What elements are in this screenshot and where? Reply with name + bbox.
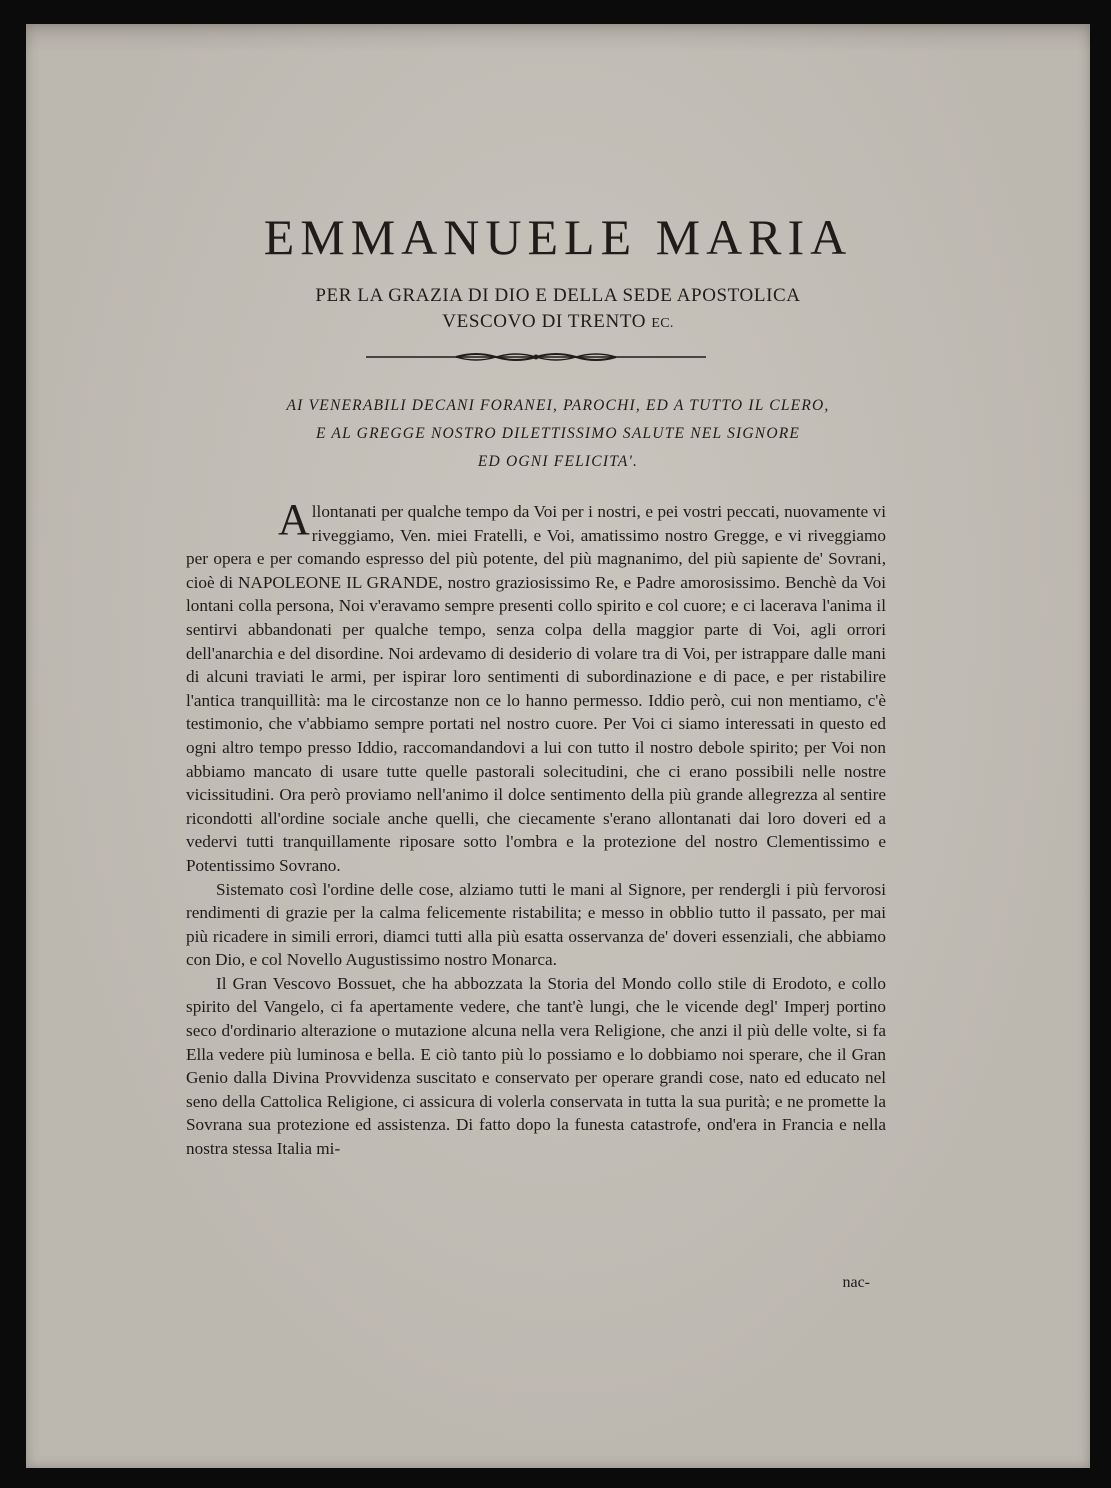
subtitle-abbreviation: EC.: [651, 316, 674, 331]
subtitle-title-text: VESCOVO DI TRENTO: [442, 311, 647, 332]
catchword: nac-: [842, 1274, 870, 1291]
document-title: EMMANUELE MARIA: [263, 209, 853, 265]
subtitle-line-1: PER LA GRAZIA DI DIO E DELLA SEDE APOSTOLICA: [315, 285, 801, 306]
paragraph-2: Sistemato così l'ordine delle cose, alziamo tutti le mani al Signore, per rendergli i più fervorosi rendimenti di grazie per la calma felicemente ristabilita; e messo in obblio tutto il passato, per mai più ricadere in simili errori, diamci tutti alla più esatta osservanza de' doveri essenziali, che abbiamo con Dio, e col Novello Augustissimo nostro Monarca.: [186, 879, 886, 970]
address-line-3: ED OGNI FELICITA'.: [477, 453, 639, 470]
address-line-1: AI VENERABILI DECANI FORANEI, PAROCHI, ED A TUTTO IL CLERO,: [286, 397, 830, 414]
paragraph-3: Il Gran Vescovo Bossuet, che ha abbozzata la Storia del Mondo collo stile di Erodoto, e collo spirito del Vangelo, ci fa apertamente vedere, che tant'è lungi, che le vicende degl' Imperj portino seco d'ordinario alterazione o mutazione alcuna nella vera Religione, che anzi il più delle volte, si fa Ella vedere più luminosa e bella. E ciò tanto più lo possiamo e lo dobbiamo noi sperare, che il Gran Genio dalla Divina Provvidenza suscitato e conservato per operare grandi cose, nato ed educato nel seno della Cattolica Religione, ci assicura di volerla conservata in tutta la sua purità; e ne promette la Sovrana sua protezione ed assistenza. Di fatto dopo la funesta catastrofe, ond'era in Francia e nella nostra stessa Italia mi-: [186, 973, 886, 1159]
drop-cap: A: [278, 495, 310, 544]
letter-body: [186, 495, 886, 1161]
ornamental-divider: [366, 350, 706, 364]
address-line-2: E AL GREGGE NOSTRO DILETTISSIMO SALUTE NEL SIGNORE: [315, 425, 801, 442]
paragraph-1: [186, 495, 886, 878]
document-page: [26, 24, 1090, 1468]
paragraph-1-text: llontanati per qualche tempo da Voi per i nostri, e pei vostri peccati, nuovamente vi riveggiamo, Ven. miei Fratelli, e Voi, amatissimo nostro Gregge, e vi riveggiamo per opera e per comando espresso del più potente, del più magnanimo, del più sapiente de' Sovrani, cioè di NAPOLEONE IL GRANDE, nostro graziosissimo Re, e Padre amorosissimo. Benchè da Voi lontani colla persona, Noi v'eravamo sempre presenti collo spirito e col cuore; e ci lacerava l'anima il sentirvi abbandonati per qualche tempo, senza colpa della maggior parte di Voi, agli orrori dell'anarchia e del disordine. Noi ardevamo di desiderio di volare tra di Voi, per istrappare dalle mani di alcuni traviati le armi, per ispirar loro sentimenti di subordinazione e di pace, e per ristabilire l'antica tranquillità: ma le circostanze non ce lo hanno permesso. Iddio però, cui non mentiamo, c'è testimonio, che v'abbiamo sempre portati nel nostro cuore. Per Voi ci siamo interessati in questo ed ogni altro tempo presso Iddio, raccomandandovi a lui con tutto il nostro debole spirito; per Voi non abbiamo mancato di usare tutte quelle pastorali solecitudini, che ci erano possibili nelle nostre vicissitudini. Ora però proviamo nell'animo il dolce sentimento della più grande allegrezza al sentire ricondotti all'ordine sociale anche quelli, che ciecamente s'erano allontanati dai loro doveri ed a vedervi tutti tranquillamente riposare sotto l'ombra e la protezione del nostro Clementissimo e Potentissimo Sovrano.: [186, 502, 886, 875]
subtitle-line-2: [26, 312, 1090, 331]
